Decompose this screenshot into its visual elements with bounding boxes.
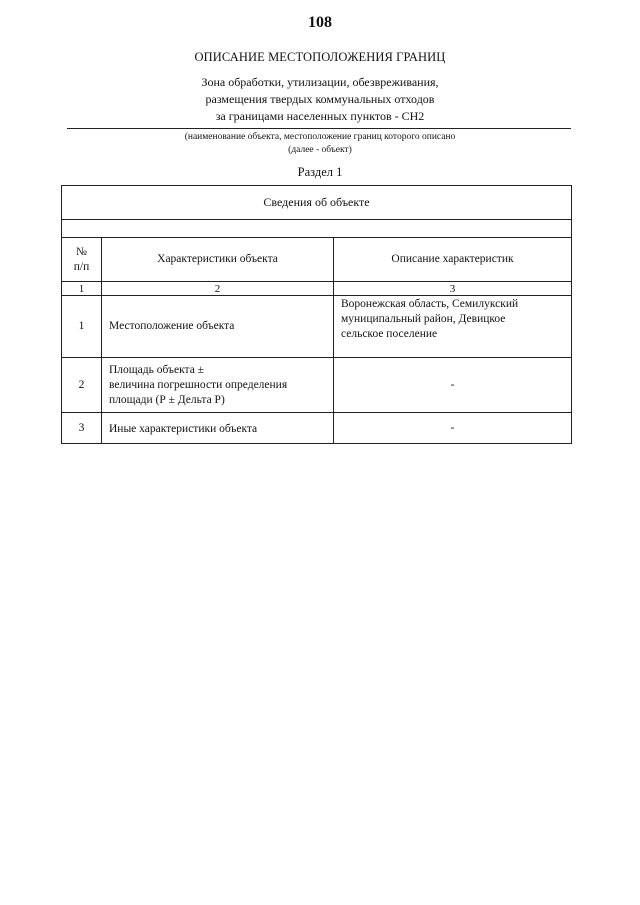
table-row <box>62 358 572 413</box>
page-number: 108 <box>308 14 332 31</box>
description-line: сельское поселение <box>341 328 438 340</box>
header-number-abbrev: п/п <box>73 260 90 273</box>
table-row <box>62 413 572 444</box>
header-description: Описание характеристик <box>334 238 572 282</box>
empty-cell <box>62 220 572 238</box>
table-title-row <box>62 186 572 220</box>
caption-line-2: (далее - объект) <box>288 145 352 155</box>
column-number-row <box>62 282 572 296</box>
section-title: Раздел 1 <box>297 165 343 179</box>
object-name-caption <box>0 131 640 157</box>
row-characteristic: Иные характеристики объекта <box>102 413 334 444</box>
table-empty-row <box>62 220 572 238</box>
row-characteristic <box>102 358 334 413</box>
description-line: Воронежская область, Семилукский <box>341 298 519 310</box>
table-title: Сведения об объекте <box>62 186 572 220</box>
row-description: - <box>334 358 572 413</box>
description-line: муниципальный район, Девицкое <box>341 313 506 325</box>
object-name-line-2: размещения твердых коммунальных отходов <box>205 92 435 106</box>
row-number: 1 <box>62 296 102 358</box>
characteristic-line: величина погрешности определения <box>109 378 288 391</box>
row-description <box>334 296 572 358</box>
header-number <box>62 238 102 282</box>
row-number: 2 <box>62 358 102 413</box>
characteristic-line: площади (Р ± Дельта Р) <box>109 393 225 406</box>
table-header-row <box>62 238 572 282</box>
caption-line-1: (наименование объекта, местоположение границ которого описано <box>184 132 456 142</box>
header-characteristics: Характеристики объекта <box>102 238 334 282</box>
table-row <box>62 296 572 358</box>
row-characteristic: Местоположение объекта <box>102 296 334 358</box>
column-number: 1 <box>62 282 102 296</box>
row-description: - <box>334 413 572 444</box>
object-name-line-1: Зона обработки, утилизации, обезвреживания, <box>201 75 439 89</box>
characteristic-line: Площадь объекта ± <box>109 363 204 376</box>
header-number-symbol: № <box>76 245 87 258</box>
underline-divider <box>67 128 571 129</box>
row-number: 3 <box>62 413 102 444</box>
object-name <box>0 74 640 125</box>
column-number: 3 <box>334 282 572 296</box>
object-name-line-3: за границами населенных пунктов - СН2 <box>215 109 425 123</box>
document-title: ОПИСАНИЕ МЕСТОПОЛОЖЕНИЯ ГРАНИЦ <box>194 50 446 64</box>
column-number: 2 <box>102 282 334 296</box>
object-info-table <box>61 185 572 444</box>
